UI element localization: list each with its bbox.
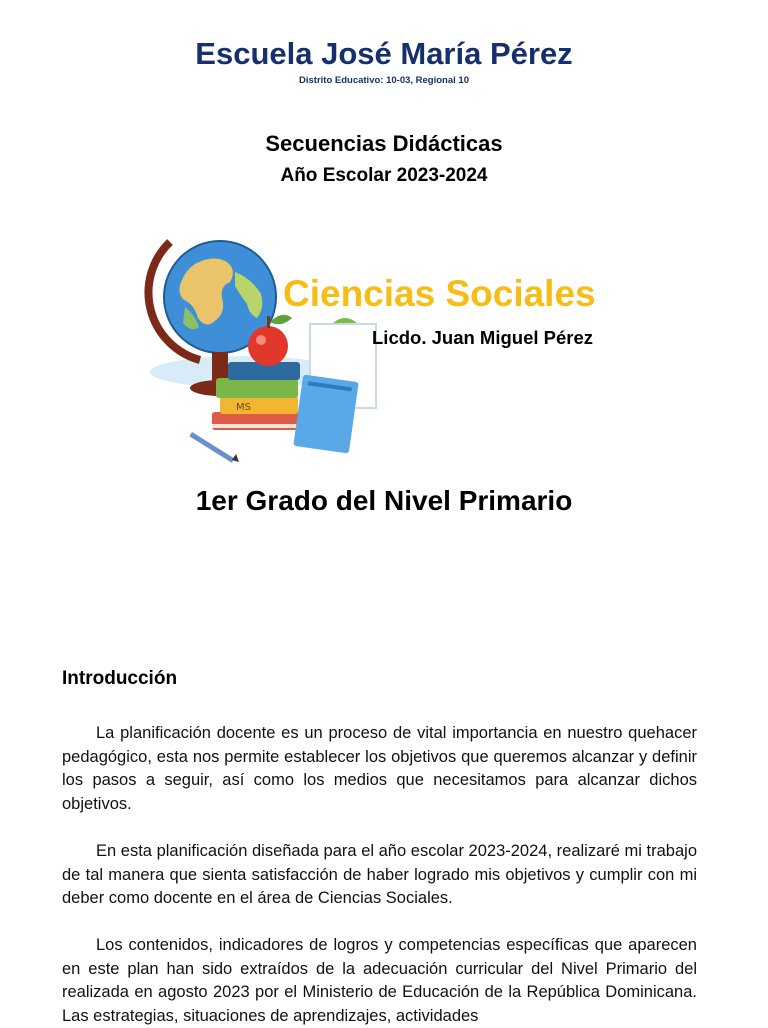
book-label: MS — [236, 402, 251, 413]
document-title: Secuencias Didácticas — [265, 131, 503, 156]
district-info: Distrito Educativo: 10-03, Regional 10 — [299, 75, 469, 86]
intro-paragraph: En esta planificación diseñada para el año escolar 2023-2024, realizaré mi trabajo de tal manera que sienta satisfacción de haber logrado mis objetivos y cumplir con mi deber como docente en el área de Ciencias Sociales. — [62, 842, 697, 907]
intro-paragraph: La planificación docente es un proceso de vital importancia en nuestro quehacer pedagógico, esta nos permite establecer los objetivos que queremos alcanzar y definir los pasos a seguir, así como los medios que necesitamos para alcanzar dichos objetivos. — [62, 724, 697, 813]
intro-paragraph: Los contenidos, indicadores de logros y competencias específicas que aparecen en este plan han sido extraídos de la adecuación curricular del Nivel Primario del realizada en agosto 2023 por el Ministerio de Educación de la República Dominicana. Las estrategias, situaciones de aprendizajes, actividades — [62, 936, 697, 1025]
subject-title: Ciencias Sociales — [283, 273, 596, 314]
school-year: Año Escolar 2023-2024 — [280, 165, 488, 186]
school-name: Escuela José María Pérez — [195, 36, 573, 71]
notebook-icon — [293, 374, 358, 453]
introduction-heading: Introducción — [62, 668, 178, 689]
school-supplies-illustration — [140, 212, 390, 464]
pencil-icon — [189, 432, 239, 463]
teacher-name: Licdo. Juan Miguel Pérez — [372, 327, 594, 348]
grade-level: 1er Grado del Nivel Primario — [195, 485, 573, 516]
